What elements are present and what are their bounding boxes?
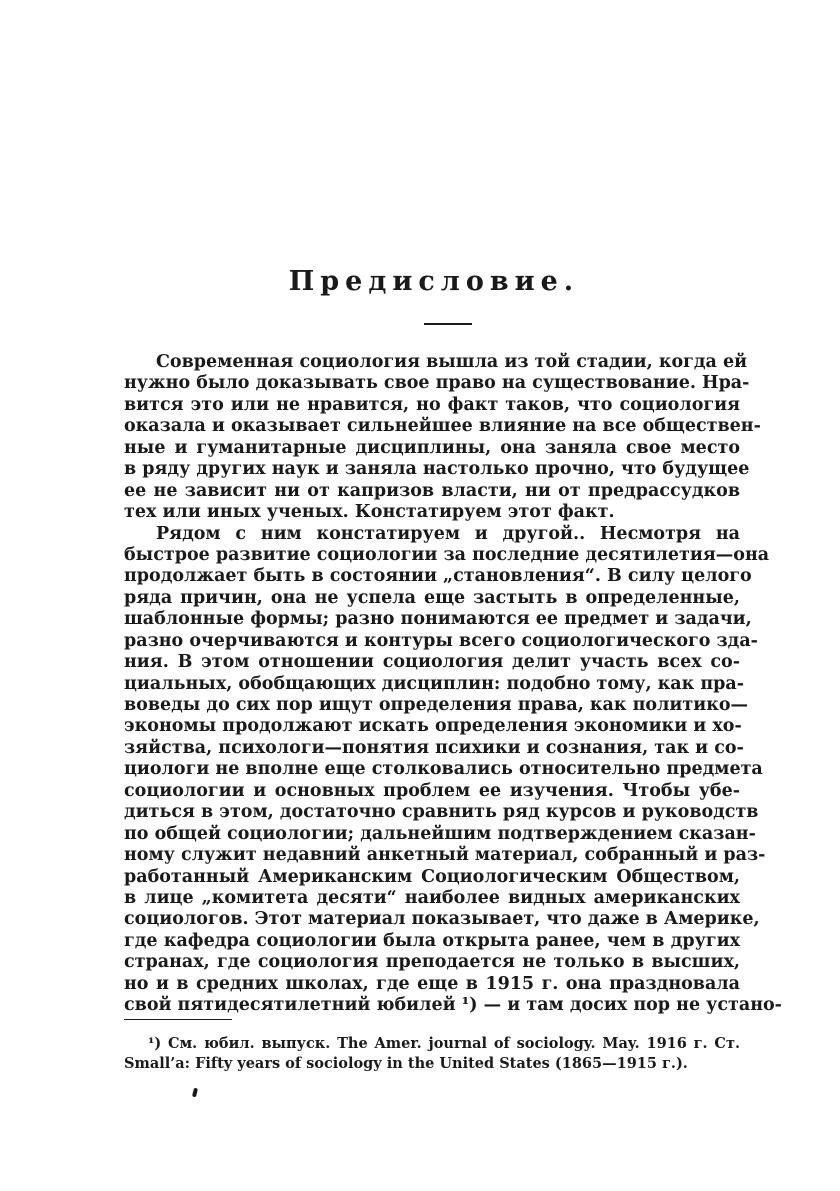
text-line: разно очерчиваются и контуры всего социологического зда- <box>124 630 758 651</box>
text-line: циальных, обобщающих дисциплин: подобно тому, как пра- <box>124 673 745 694</box>
text-line: шаблонные формы; разно понимаются ее предмет и задачи, <box>124 609 752 630</box>
text-line: продолжает быть в состоянии „становления“. В силу целого <box>124 566 752 587</box>
text-line: вится это или не нравится, но факт таков, что социология <box>124 394 740 415</box>
main-text <box>124 352 782 1017</box>
text-line: оказала и оказывает сильнейшее влияние на все обществен- <box>124 416 761 437</box>
text-line: в лице „комитета десяти“ наиболее видных американских <box>124 887 740 908</box>
text-line: социологов. Этот материал показывает, что даже в Америке, <box>124 909 760 930</box>
text-line: циологи не вполне еще столковались относительно предмета <box>124 759 763 780</box>
text-line: свой пятидесятилетний юбилей ¹) — и там досих пор не устано- <box>124 995 782 1016</box>
text-line: быстрое развитие социологии за последние десятилетия—она <box>124 544 770 565</box>
text-line: где кафедра социологии была открыта ранее, чем в других <box>124 930 740 951</box>
text-line: ния. В этом отношении социология делит участь всех со- <box>124 652 740 673</box>
text-line: ее не зависит ни от капризов власти, ни от предрассудков <box>124 480 740 501</box>
footnote-divider <box>124 1019 232 1020</box>
text-line: в ряду других наук и заняла настолько прочно, что будущее <box>124 459 750 480</box>
text-line: Рядом с ним констатируем и другой.. Несмотря на <box>156 523 740 544</box>
text-line: диться в этом, достаточно сравнить ряд курсов и руководств <box>124 802 759 823</box>
footnote <box>124 1034 740 1074</box>
text-line: ряда причин, она не успела еще застыть в определенные, <box>124 587 740 608</box>
ink-speck <box>192 1088 198 1098</box>
text-line: странах, где социология преподается не только в высших, <box>124 952 740 973</box>
text-line: нужно было доказывать свое право на существование. Нра- <box>124 373 750 394</box>
text-line: по общей социологии; дальнейшим подтверждением сказан- <box>124 823 756 844</box>
text-line: ные и гуманитарные дисциплины, она заняла свое место <box>124 437 740 458</box>
page-title: Предисловие. <box>288 266 580 297</box>
text-line: экономы продолжают искать определения экономики и хо- <box>124 716 742 737</box>
footnote-line: ¹) См. юбил. выпуск. The Amer. journal of sociology. May. 1916 г. Ст. <box>148 1035 740 1052</box>
text-line: Современная социология вышла из той стадии, когда ей <box>156 352 748 372</box>
text-line: работанный Американским Социологическим Обществом, <box>124 866 740 887</box>
text-line: воведы до сих пор ищут определения права, как политико— <box>124 695 749 715</box>
text-line: тех или иных ученых. Констатируем этот факт. <box>124 502 615 523</box>
footnote-line: Small’a: Fifty years of sociology in the United States (1865—1915 г.). <box>124 1055 688 1072</box>
text-line: социологии и основных проблем ее изучения. Чтобы убе- <box>124 780 740 801</box>
text-line: зяйства, психологи—понятия психики и сознания, так и со- <box>124 737 744 758</box>
title-divider <box>424 323 472 325</box>
text-line: но и в средних школах, где еще в 1915 г. она праздновала <box>124 973 740 994</box>
text-line: ному служит недавний анкетный материал, собранный и раз- <box>124 845 766 866</box>
